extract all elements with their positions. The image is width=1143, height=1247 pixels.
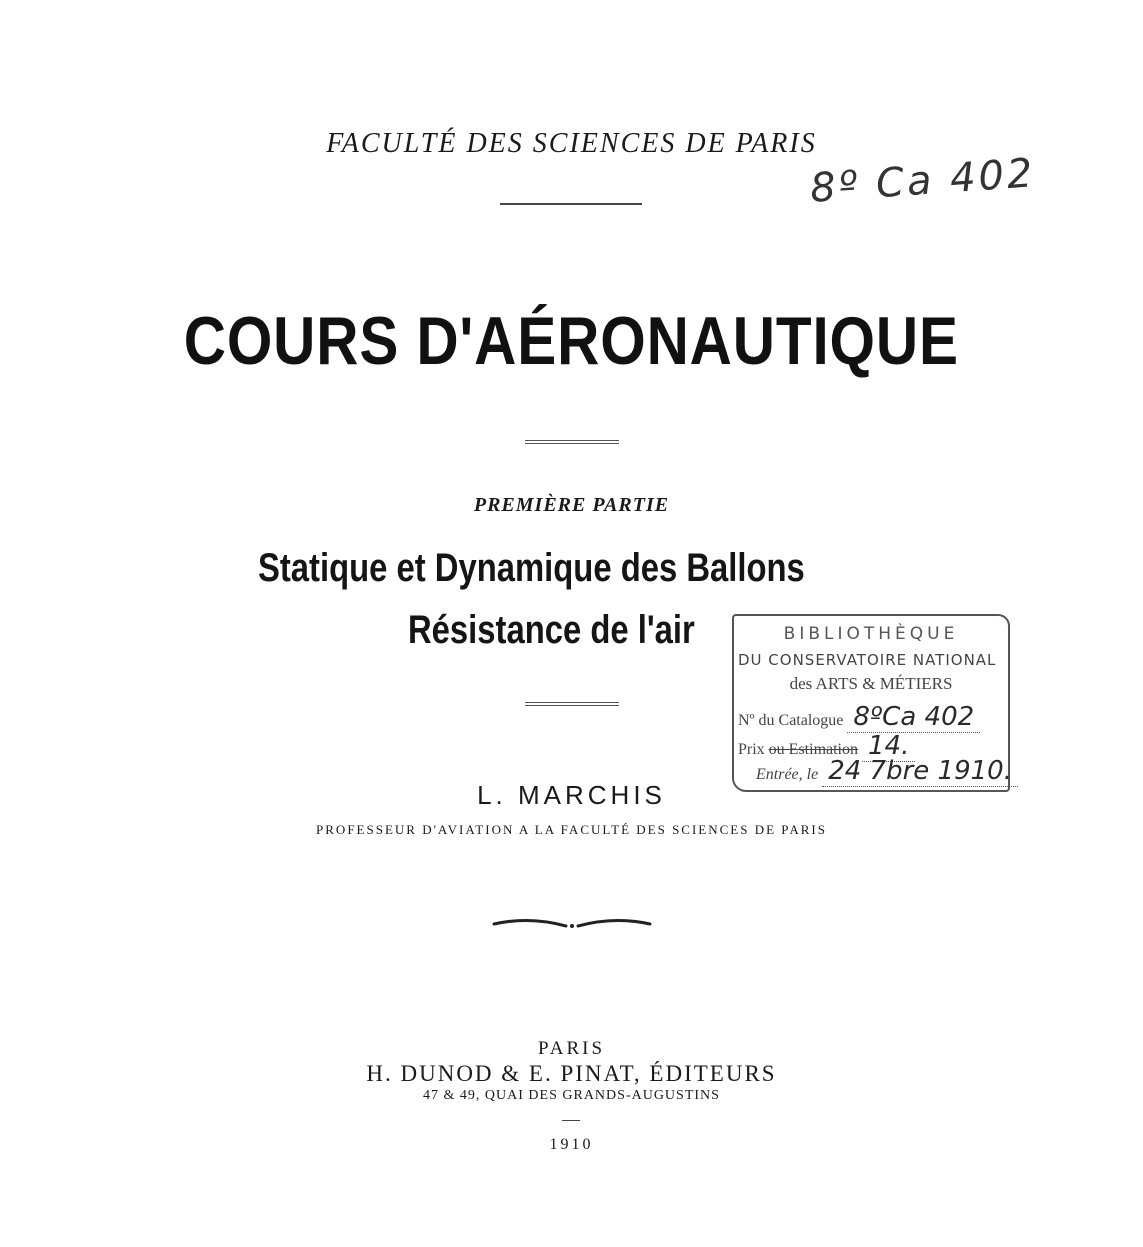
- stamp-catalogue-value: 8ºCa 402: [847, 702, 980, 733]
- stamp-line-2: DU CONSERVATOIRE NATIONAL: [738, 651, 997, 669]
- divider-imprint: [562, 1120, 580, 1121]
- stamp-entry-value: 24 7bre 1910.: [822, 756, 1018, 787]
- divider-subtitle: [525, 702, 619, 706]
- stamp-line-3: des ARTS & MÉTIERS: [789, 674, 953, 693]
- divider-title: [525, 440, 619, 444]
- imprint-year: 1910: [549, 1136, 594, 1153]
- subtitle-line-2: Résistance de l'air: [408, 608, 695, 652]
- stamp-price-struck: ou Estimation: [768, 741, 858, 758]
- imprint-address: 47 & 49, QUAI DES GRANDS-AUGUSTINS: [423, 1088, 720, 1103]
- stamp-catalogue-label: Nº du Catalogue: [738, 712, 844, 729]
- stamp-line-1: BIBLIOTHÈQUE: [783, 624, 959, 644]
- stamp-entry-label: Entrée, le: [756, 766, 819, 783]
- imprint-city: PARIS: [537, 1038, 606, 1059]
- library-stamp: [732, 614, 1010, 792]
- divider-top: [500, 203, 642, 205]
- stamp-price-value: 14.: [862, 731, 915, 762]
- handwritten-shelfmark: 8º Ca 402: [808, 150, 1037, 212]
- imprint-publisher: H. DUNOD & E. PINAT, ÉDITEURS: [366, 1061, 777, 1086]
- author-title: PROFESSEUR D'AVIATION A LA FACULTÉ DES SCIENCES DE PARIS: [316, 822, 827, 837]
- faculty-heading: FACULTÉ DES SCIENCES DE PARIS: [326, 128, 817, 159]
- subtitle-line-1: Statique et Dynamique des Ballons: [258, 546, 805, 590]
- stamp-price-label: Prix: [738, 741, 765, 758]
- author-name: L. MARCHIS: [477, 780, 666, 810]
- book-title: COURS D'AÉRONAUTIQUE: [183, 303, 959, 379]
- part-heading: PREMIÈRE PARTIE: [473, 494, 670, 516]
- stamp-catalogue-row: [738, 702, 980, 732]
- ornament-icon: [490, 912, 654, 936]
